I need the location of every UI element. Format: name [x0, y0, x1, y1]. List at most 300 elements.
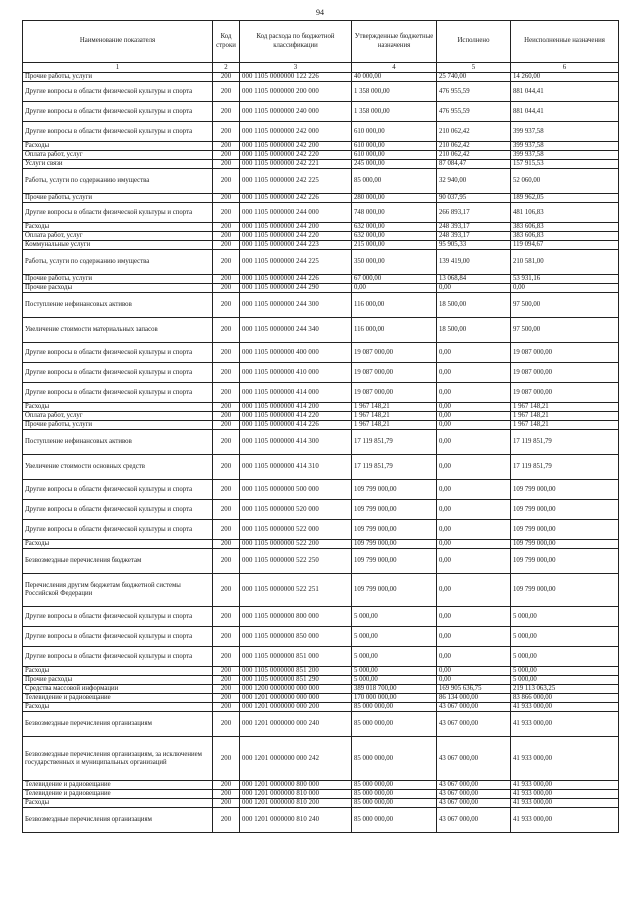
row-approved-cell: 1 967 148,21	[352, 421, 437, 430]
row-name-cell: Безвозмездные перечисления организациям	[23, 712, 213, 737]
row-budget-code-cell: 000 1201 0000000 000 200	[240, 703, 352, 712]
row-line-code-cell: 200	[213, 574, 240, 607]
row-name-cell: Другие вопросы в области физической культуры и спорта	[23, 102, 213, 122]
row-executed-cell: 210 062,42	[437, 142, 511, 151]
row-budget-code-cell: 000 1105 0000000 414 220	[240, 412, 352, 421]
row-budget-code-cell: 000 1201 0000000 800 000	[240, 781, 352, 790]
row-unexecuted-cell: 881 044,41	[511, 102, 619, 122]
row-executed-cell: 43 067 000,00	[437, 790, 511, 799]
row-executed-cell: 43 067 000,00	[437, 781, 511, 790]
row-budget-code-cell: 000 1105 0000000 200 000	[240, 82, 352, 102]
table-row	[23, 82, 619, 102]
row-approved-cell: 0,00	[352, 284, 437, 293]
table-row	[23, 151, 619, 160]
row-line-code-cell: 200	[213, 647, 240, 667]
row-name-cell: Средства массовой информации	[23, 685, 213, 694]
row-unexecuted-cell: 1 967 148,21	[511, 403, 619, 412]
row-executed-cell: 0,00	[437, 667, 511, 676]
row-unexecuted-cell: 41 933 000,00	[511, 808, 619, 833]
row-unexecuted-cell: 109 799 000,00	[511, 574, 619, 607]
row-line-code-cell: 200	[213, 412, 240, 421]
row-line-code-cell: 200	[213, 232, 240, 241]
row-executed-cell: 0,00	[437, 403, 511, 412]
row-unexecuted-cell: 19 087 000,00	[511, 363, 619, 383]
row-name-cell: Другие вопросы в области физической культуры и спорта	[23, 363, 213, 383]
table-row	[23, 781, 619, 790]
row-name-cell: Телевидение и радиовещание	[23, 781, 213, 790]
table-row	[23, 363, 619, 383]
row-line-code-cell: 200	[213, 194, 240, 203]
row-budget-code-cell: 000 1201 0000000 000 000	[240, 694, 352, 703]
row-name-cell: Увеличение стоимости основных средств	[23, 455, 213, 480]
row-approved-cell: 5 000,00	[352, 647, 437, 667]
row-unexecuted-cell: 0,00	[511, 284, 619, 293]
header-indicator-name: Наименование показателя	[23, 21, 213, 63]
row-approved-cell: 5 000,00	[352, 627, 437, 647]
row-executed-cell: 43 067 000,00	[437, 737, 511, 781]
table-row	[23, 574, 619, 607]
row-unexecuted-cell: 5 000,00	[511, 607, 619, 627]
row-budget-code-cell: 000 1105 0000000 242 200	[240, 142, 352, 151]
row-unexecuted-cell: 5 000,00	[511, 667, 619, 676]
column-number: 6	[511, 63, 619, 73]
row-line-code-cell: 200	[213, 676, 240, 685]
row-line-code-cell: 200	[213, 250, 240, 275]
row-budget-code-cell: 000 1105 0000000 522 200	[240, 540, 352, 549]
row-approved-cell: 17 119 851,79	[352, 430, 437, 455]
row-budget-code-cell: 000 1201 0000000 000 242	[240, 737, 352, 781]
row-name-cell: Расходы	[23, 403, 213, 412]
table-row	[23, 343, 619, 363]
table-row	[23, 122, 619, 142]
row-approved-cell: 85 000 000,00	[352, 799, 437, 808]
row-line-code-cell: 200	[213, 169, 240, 194]
row-name-cell: Работы, услуги по содержанию имущества	[23, 250, 213, 275]
header-unexecuted: Неисполненные назначения	[511, 21, 619, 63]
row-line-code-cell: 200	[213, 540, 240, 549]
row-unexecuted-cell: 383 606,83	[511, 223, 619, 232]
table-row	[23, 275, 619, 284]
row-name-cell: Перечисления другим бюджетам бюджетной системы Российской Федерации	[23, 574, 213, 607]
table-row	[23, 102, 619, 122]
row-budget-code-cell: 000 1105 0000000 122 226	[240, 73, 352, 82]
row-approved-cell: 245 000,00	[352, 160, 437, 169]
table-row	[23, 421, 619, 430]
row-unexecuted-cell: 41 933 000,00	[511, 790, 619, 799]
row-unexecuted-cell: 53 931,16	[511, 275, 619, 284]
table-row	[23, 203, 619, 223]
row-executed-cell: 87 084,47	[437, 160, 511, 169]
row-name-cell: Увеличение стоимости материальных запасов	[23, 318, 213, 343]
row-unexecuted-cell: 19 087 000,00	[511, 343, 619, 363]
row-name-cell: Прочие работы, услуги	[23, 275, 213, 284]
table-row	[23, 540, 619, 549]
row-executed-cell: 476 955,59	[437, 82, 511, 102]
row-approved-cell: 610 000,00	[352, 122, 437, 142]
row-approved-cell: 109 799 000,00	[352, 574, 437, 607]
row-approved-cell: 1 967 148,21	[352, 403, 437, 412]
row-unexecuted-cell: 157 915,53	[511, 160, 619, 169]
table-row	[23, 500, 619, 520]
row-line-code-cell: 200	[213, 403, 240, 412]
row-unexecuted-cell: 119 094,67	[511, 241, 619, 250]
row-name-cell: Услуги связи	[23, 160, 213, 169]
row-budget-code-cell: 000 1105 0000000 242 000	[240, 122, 352, 142]
row-executed-cell: 0,00	[437, 647, 511, 667]
row-budget-code-cell: 000 1105 0000000 522 000	[240, 520, 352, 540]
row-line-code-cell: 200	[213, 500, 240, 520]
table-row	[23, 737, 619, 781]
row-approved-cell: 170 000 000,00	[352, 694, 437, 703]
row-name-cell: Расходы	[23, 703, 213, 712]
row-budget-code-cell: 000 1105 0000000 414 200	[240, 403, 352, 412]
table-row	[23, 480, 619, 500]
row-line-code-cell: 200	[213, 383, 240, 403]
row-budget-code-cell: 000 1105 0000000 400 000	[240, 343, 352, 363]
column-number: 5	[437, 63, 511, 73]
row-executed-cell: 18 500,00	[437, 318, 511, 343]
row-line-code-cell: 200	[213, 799, 240, 808]
row-budget-code-cell: 000 1105 0000000 522 251	[240, 574, 352, 607]
row-executed-cell: 248 393,17	[437, 223, 511, 232]
row-budget-code-cell: 000 1201 0000000 810 200	[240, 799, 352, 808]
row-name-cell: Прочие расходы	[23, 676, 213, 685]
row-name-cell: Другие вопросы в области физической культуры и спорта	[23, 203, 213, 223]
row-unexecuted-cell: 109 799 000,00	[511, 549, 619, 574]
row-line-code-cell: 200	[213, 203, 240, 223]
row-executed-cell: 0,00	[437, 363, 511, 383]
row-line-code-cell: 200	[213, 223, 240, 232]
row-executed-cell: 43 067 000,00	[437, 703, 511, 712]
row-budget-code-cell: 000 1105 0000000 850 000	[240, 627, 352, 647]
row-approved-cell: 109 799 000,00	[352, 520, 437, 540]
row-executed-cell: 0,00	[437, 383, 511, 403]
row-unexecuted-cell: 52 060,00	[511, 169, 619, 194]
row-name-cell: Расходы	[23, 799, 213, 808]
row-approved-cell: 5 000,00	[352, 676, 437, 685]
row-approved-cell: 109 799 000,00	[352, 540, 437, 549]
row-executed-cell: 0,00	[437, 607, 511, 627]
table-row	[23, 383, 619, 403]
row-executed-cell: 476 955,59	[437, 102, 511, 122]
row-budget-code-cell: 000 1105 0000000 240 000	[240, 102, 352, 122]
row-approved-cell: 5 000,00	[352, 667, 437, 676]
table-row	[23, 549, 619, 574]
row-line-code-cell: 200	[213, 685, 240, 694]
row-name-cell: Поступление нефинансовых активов	[23, 293, 213, 318]
row-unexecuted-cell: 17 119 851,79	[511, 430, 619, 455]
row-unexecuted-cell: 19 087 000,00	[511, 383, 619, 403]
row-executed-cell: 0,00	[437, 540, 511, 549]
row-line-code-cell: 200	[213, 520, 240, 540]
row-budget-code-cell: 000 1105 0000000 244 300	[240, 293, 352, 318]
row-line-code-cell: 200	[213, 122, 240, 142]
row-budget-code-cell: 000 1105 0000000 414 226	[240, 421, 352, 430]
row-approved-cell: 85 000 000,00	[352, 781, 437, 790]
row-unexecuted-cell: 881 044,41	[511, 82, 619, 102]
row-unexecuted-cell: 109 799 000,00	[511, 520, 619, 540]
row-unexecuted-cell: 41 933 000,00	[511, 781, 619, 790]
row-budget-code-cell: 000 1105 0000000 500 000	[240, 480, 352, 500]
table-row	[23, 712, 619, 737]
row-approved-cell: 85 000,00	[352, 169, 437, 194]
row-unexecuted-cell: 5 000,00	[511, 627, 619, 647]
row-unexecuted-cell: 109 799 000,00	[511, 480, 619, 500]
table-row	[23, 142, 619, 151]
row-unexecuted-cell: 41 933 000,00	[511, 737, 619, 781]
column-number: 1	[23, 63, 213, 73]
row-name-cell: Поступление нефинансовых активов	[23, 430, 213, 455]
row-executed-cell: 13 068,84	[437, 275, 511, 284]
row-name-cell: Расходы	[23, 667, 213, 676]
header-approved: Утвержденные бюджетные назначения	[352, 21, 437, 63]
row-approved-cell: 1 967 148,21	[352, 412, 437, 421]
row-unexecuted-cell: 17 119 851,79	[511, 455, 619, 480]
row-executed-cell: 248 393,17	[437, 232, 511, 241]
row-executed-cell: 0,00	[437, 574, 511, 607]
row-approved-cell: 85 000 000,00	[352, 712, 437, 737]
row-name-cell: Другие вопросы в области физической культуры и спорта	[23, 520, 213, 540]
table-row	[23, 250, 619, 275]
row-approved-cell: 350 000,00	[352, 250, 437, 275]
row-name-cell: Расходы	[23, 223, 213, 232]
row-approved-cell: 85 000 000,00	[352, 808, 437, 833]
row-approved-cell: 109 799 000,00	[352, 500, 437, 520]
row-executed-cell: 0,00	[437, 500, 511, 520]
row-name-cell: Расходы	[23, 540, 213, 549]
row-line-code-cell: 200	[213, 318, 240, 343]
row-executed-cell: 0,00	[437, 455, 511, 480]
row-approved-cell: 632 000,00	[352, 232, 437, 241]
row-executed-cell: 0,00	[437, 480, 511, 500]
row-line-code-cell: 200	[213, 343, 240, 363]
row-name-cell: Другие вопросы в области физической культуры и спорта	[23, 627, 213, 647]
row-name-cell: Прочие работы, услуги	[23, 73, 213, 82]
row-unexecuted-cell: 189 962,05	[511, 194, 619, 203]
row-line-code-cell: 200	[213, 703, 240, 712]
column-number: 4	[352, 63, 437, 73]
row-unexecuted-cell: 1 967 148,21	[511, 412, 619, 421]
row-line-code-cell: 200	[213, 275, 240, 284]
table-row	[23, 647, 619, 667]
row-approved-cell: 389 018 700,00	[352, 685, 437, 694]
row-line-code-cell: 200	[213, 694, 240, 703]
row-executed-cell: 0,00	[437, 421, 511, 430]
row-budget-code-cell: 000 1105 0000000 242 225	[240, 169, 352, 194]
row-name-cell: Безвозмездные перечисления организациям, за исключением государственных и муниципальных организаций	[23, 737, 213, 781]
page-number: 94	[316, 8, 324, 17]
table-row	[23, 808, 619, 833]
row-line-code-cell: 200	[213, 455, 240, 480]
row-executed-cell: 266 893,17	[437, 203, 511, 223]
row-name-cell: Прочие работы, услуги	[23, 194, 213, 203]
row-approved-cell: 116 000,00	[352, 293, 437, 318]
row-line-code-cell: 200	[213, 549, 240, 574]
row-approved-cell: 85 000 000,00	[352, 790, 437, 799]
row-budget-code-cell: 000 1105 0000000 800 000	[240, 607, 352, 627]
row-name-cell: Другие вопросы в области физической культуры и спорта	[23, 480, 213, 500]
row-approved-cell: 109 799 000,00	[352, 549, 437, 574]
row-name-cell: Другие вопросы в области физической культуры и спорта	[23, 122, 213, 142]
row-budget-code-cell: 000 1105 0000000 522 250	[240, 549, 352, 574]
row-budget-code-cell: 000 1201 0000000 810 000	[240, 790, 352, 799]
row-line-code-cell: 200	[213, 151, 240, 160]
row-approved-cell: 215 000,00	[352, 241, 437, 250]
row-budget-code-cell: 000 1105 0000000 851 000	[240, 647, 352, 667]
header-line-code: Код строки	[213, 21, 240, 63]
row-name-cell: Безвозмездные перечисления организациям	[23, 808, 213, 833]
row-unexecuted-cell: 109 799 000,00	[511, 500, 619, 520]
row-line-code-cell: 200	[213, 737, 240, 781]
row-executed-cell: 0,00	[437, 676, 511, 685]
row-budget-code-cell: 000 1105 0000000 414 300	[240, 430, 352, 455]
table-row	[23, 799, 619, 808]
row-executed-cell: 0,00	[437, 412, 511, 421]
row-approved-cell: 17 119 851,79	[352, 455, 437, 480]
table-row	[23, 318, 619, 343]
table-row	[23, 607, 619, 627]
table-row	[23, 685, 619, 694]
row-line-code-cell: 200	[213, 363, 240, 383]
row-executed-cell: 25 740,00	[437, 73, 511, 82]
table-body	[23, 73, 619, 833]
row-approved-cell: 748 000,00	[352, 203, 437, 223]
row-line-code-cell: 200	[213, 607, 240, 627]
table-row	[23, 169, 619, 194]
row-executed-cell: 139 419,00	[437, 250, 511, 275]
row-budget-code-cell: 000 1105 0000000 244 290	[240, 284, 352, 293]
row-name-cell: Телевидение и радиовещание	[23, 790, 213, 799]
row-executed-cell: 210 062,42	[437, 122, 511, 142]
table-row	[23, 293, 619, 318]
row-unexecuted-cell: 383 606,83	[511, 232, 619, 241]
row-budget-code-cell: 000 1105 0000000 242 221	[240, 160, 352, 169]
row-executed-cell: 0,00	[437, 549, 511, 574]
row-approved-cell: 19 087 000,00	[352, 363, 437, 383]
row-name-cell: Оплата работ, услуг	[23, 151, 213, 160]
row-executed-cell: 0,00	[437, 627, 511, 647]
row-line-code-cell: 200	[213, 82, 240, 102]
row-executed-cell: 0,00	[437, 520, 511, 540]
row-executed-cell: 43 067 000,00	[437, 799, 511, 808]
row-unexecuted-cell: 41 933 000,00	[511, 799, 619, 808]
table-row	[23, 627, 619, 647]
table-header-row	[23, 21, 619, 63]
row-budget-code-cell: 000 1105 0000000 414 310	[240, 455, 352, 480]
row-name-cell: Оплата работ, услуг	[23, 232, 213, 241]
row-name-cell: Другие вопросы в области физической культуры и спорта	[23, 343, 213, 363]
row-name-cell: Безвозмездные перечисления бюджетам	[23, 549, 213, 574]
table-row	[23, 241, 619, 250]
row-executed-cell: 210 062,42	[437, 151, 511, 160]
row-budget-code-cell: 000 1105 0000000 244 226	[240, 275, 352, 284]
row-unexecuted-cell: 219 113 063,25	[511, 685, 619, 694]
row-budget-code-cell: 000 1201 0000000 810 240	[240, 808, 352, 833]
row-name-cell: Прочие работы, услуги	[23, 421, 213, 430]
row-name-cell: Телевидение и радиовещание	[23, 694, 213, 703]
row-approved-cell: 280 000,00	[352, 194, 437, 203]
row-budget-code-cell: 000 1105 0000000 851 290	[240, 676, 352, 685]
row-unexecuted-cell: 41 933 000,00	[511, 712, 619, 737]
row-budget-code-cell: 000 1200 0000000 000 000	[240, 685, 352, 694]
row-line-code-cell: 200	[213, 73, 240, 82]
table-row	[23, 73, 619, 82]
row-budget-code-cell: 000 1105 0000000 414 000	[240, 383, 352, 403]
row-name-cell: Другие вопросы в области физической культуры и спорта	[23, 607, 213, 627]
row-budget-code-cell: 000 1105 0000000 410 000	[240, 363, 352, 383]
row-executed-cell: 32 940,00	[437, 169, 511, 194]
row-executed-cell: 95 905,33	[437, 241, 511, 250]
row-executed-cell: 43 067 000,00	[437, 808, 511, 833]
row-approved-cell: 610 000,00	[352, 142, 437, 151]
row-approved-cell: 19 087 000,00	[352, 383, 437, 403]
row-unexecuted-cell: 5 000,00	[511, 647, 619, 667]
table-row	[23, 455, 619, 480]
row-unexecuted-cell: 5 000,00	[511, 676, 619, 685]
column-number: 2	[213, 63, 240, 73]
row-line-code-cell: 200	[213, 480, 240, 500]
row-line-code-cell: 200	[213, 627, 240, 647]
row-approved-cell: 1 358 000,00	[352, 102, 437, 122]
row-unexecuted-cell: 97 500,00	[511, 293, 619, 318]
row-approved-cell: 19 087 000,00	[352, 343, 437, 363]
row-unexecuted-cell: 399 937,58	[511, 151, 619, 160]
row-budget-code-cell: 000 1105 0000000 244 220	[240, 232, 352, 241]
row-name-cell: Работы, услуги по содержанию имущества	[23, 169, 213, 194]
row-unexecuted-cell: 210 581,00	[511, 250, 619, 275]
row-name-cell: Другие вопросы в области физической культуры и спорта	[23, 82, 213, 102]
row-name-cell: Другие вопросы в области физической культуры и спорта	[23, 500, 213, 520]
budget-execution-table	[22, 20, 619, 833]
row-budget-code-cell: 000 1105 0000000 242 220	[240, 151, 352, 160]
row-budget-code-cell: 000 1105 0000000 244 340	[240, 318, 352, 343]
row-unexecuted-cell: 1 967 148,21	[511, 421, 619, 430]
row-approved-cell: 85 000 000,00	[352, 737, 437, 781]
row-line-code-cell: 200	[213, 293, 240, 318]
row-approved-cell: 1 358 000,00	[352, 82, 437, 102]
row-budget-code-cell: 000 1105 0000000 244 000	[240, 203, 352, 223]
table-row	[23, 676, 619, 685]
row-name-cell: Коммунальные услуги	[23, 241, 213, 250]
row-executed-cell: 90 037,95	[437, 194, 511, 203]
row-line-code-cell: 200	[213, 781, 240, 790]
header-budget-code: Код расхода по бюджетной классификации	[240, 21, 352, 63]
row-approved-cell: 632 000,00	[352, 223, 437, 232]
row-line-code-cell: 200	[213, 430, 240, 455]
row-unexecuted-cell: 41 933 000,00	[511, 703, 619, 712]
row-unexecuted-cell: 14 260,00	[511, 73, 619, 82]
row-line-code-cell: 200	[213, 102, 240, 122]
row-approved-cell: 85 000 000,00	[352, 703, 437, 712]
row-budget-code-cell: 000 1201 0000000 000 240	[240, 712, 352, 737]
row-approved-cell: 67 000,00	[352, 275, 437, 284]
row-unexecuted-cell: 109 799 000,00	[511, 540, 619, 549]
row-approved-cell: 610 000,00	[352, 151, 437, 160]
table-row	[23, 412, 619, 421]
table-row	[23, 430, 619, 455]
row-line-code-cell: 200	[213, 808, 240, 833]
row-unexecuted-cell: 97 500,00	[511, 318, 619, 343]
row-executed-cell: 0,00	[437, 430, 511, 455]
row-executed-cell: 0,00	[437, 343, 511, 363]
row-budget-code-cell: 000 1105 0000000 520 000	[240, 500, 352, 520]
row-line-code-cell: 200	[213, 160, 240, 169]
row-executed-cell: 43 067 000,00	[437, 712, 511, 737]
row-budget-code-cell: 000 1105 0000000 244 225	[240, 250, 352, 275]
row-unexecuted-cell: 399 937,58	[511, 142, 619, 151]
row-executed-cell: 0,00	[437, 284, 511, 293]
row-budget-code-cell: 000 1105 0000000 242 226	[240, 194, 352, 203]
